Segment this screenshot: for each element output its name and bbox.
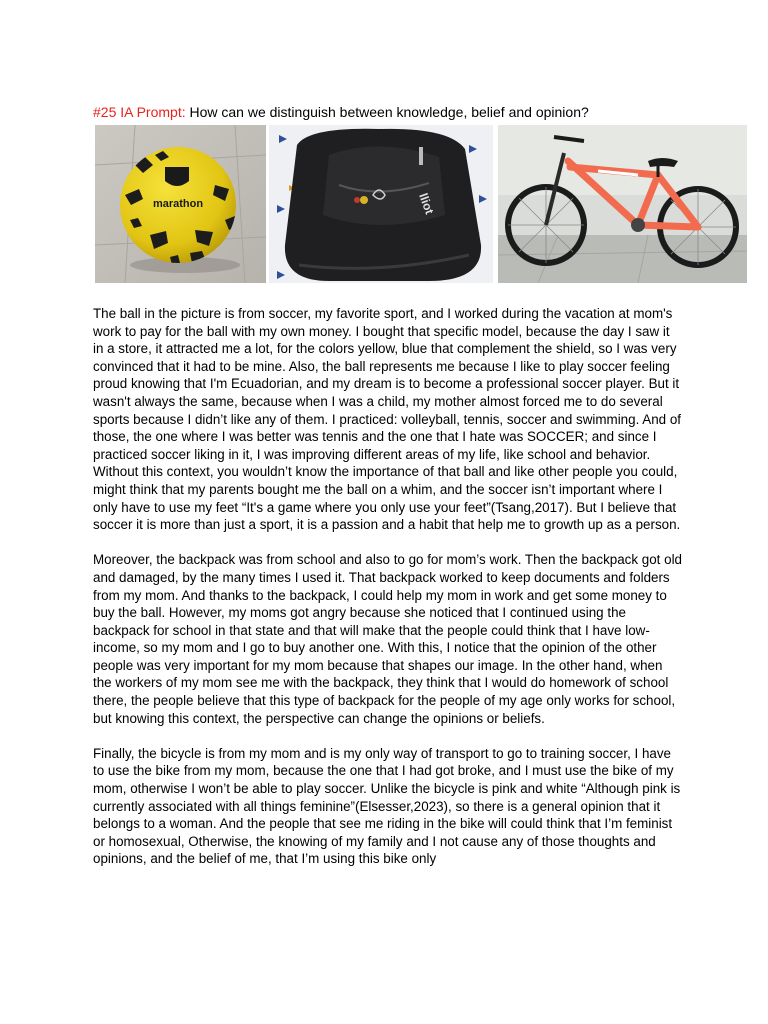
soccer-ball-photo bbox=[95, 125, 266, 283]
prompt-line bbox=[93, 104, 589, 121]
paragraph-bicycle: Finally, the bicycle is from my mom and is my only way of transport to go to training soccer, I have to use the bike from my mom, because the one that I had got broke, and I must use the bike of my mom, otherwise I won’t be able to play soccer. Unlike the bicycle is pink and white “Although pink is currently associated with all things feminine”(Elsesser,2023), so there is a general opinion that it belongs to a woman. And the people that see me riding in the bike will could think that I’m feminist or homosexual, Otherwise, the knowing of my family and I not cause any of those thoughts and opinions, and the belief of me, that I’m using this bike only bbox=[93, 745, 681, 867]
bicycle-photo bbox=[498, 125, 747, 283]
prompt-question: How can we distinguish between knowledge, belief and opinion? bbox=[189, 104, 589, 120]
prompt-label: #25 IA Prompt: bbox=[93, 104, 186, 120]
ball-brand-text: marathon bbox=[152, 198, 204, 210]
photo-strip bbox=[95, 125, 747, 283]
backpack-photo bbox=[269, 125, 493, 283]
paragraph-backpack: Moreover, the backpack was from school and also to go for mom’s work. Then the backpack got old and damaged, by the many times I used it. That backpack worked to keep documents and folders from my mom. And thanks to the backpack, I could help my mom in work and get some money to buy the ball. However, my moms got angry because she noticed that I continued using the backpack for school in that state and that will make that the people could think that I have low-income, so my mom and I go to buy another one. With this, I notice that the opinion of the other people was very important for my mom because that shapes our image. In the other hand, when the workers of my mom see me with the backpack, they think that I would do homework of school there, the people believe that this type of backpack for the people of my age only works for school, but knowing this context, the perspective can change the opinions or beliefs. bbox=[93, 552, 682, 726]
paragraph-ball: The ball in the picture is from soccer, my favorite sport, and I worked during the vacation at mom's work to pay for the ball with my own money. I bought that specific model, because the day I saw it in a store, it attracted me a lot, for the colors yellow, blue that complement the shield, so I was very convinced that it had to be mine. Also, the ball represents me because I like to play soccer feeling proud knowing that I'm Ecuadorian, and my dream is to become a professional soccer player. But it wasn't always the same, because when I was a child, my mother almost forced me to do several sports because I didn’t like any of them. I practiced: volleyball, tennis, soccer and swimming. And of those, the one where I was better was tennis and the one that I hate was SOCCER; and since I practiced soccer liking in it, I was improving different areas of my life, like school and behavior. Without this context, you wouldn’t know the importance of that ball and like other people you could, might think that my parents bought me the ball on a whim, and the soccer isn’t important where I only have to use my feet “It's a game where you only use your feet”(Tsang,2017). But I believe that soccer it is more than just a sport, it is a passion and a habit that help me to growth up as a person. bbox=[93, 306, 681, 533]
backpack-brand-text: lliot bbox=[416, 191, 437, 217]
essay-body bbox=[93, 305, 683, 886]
